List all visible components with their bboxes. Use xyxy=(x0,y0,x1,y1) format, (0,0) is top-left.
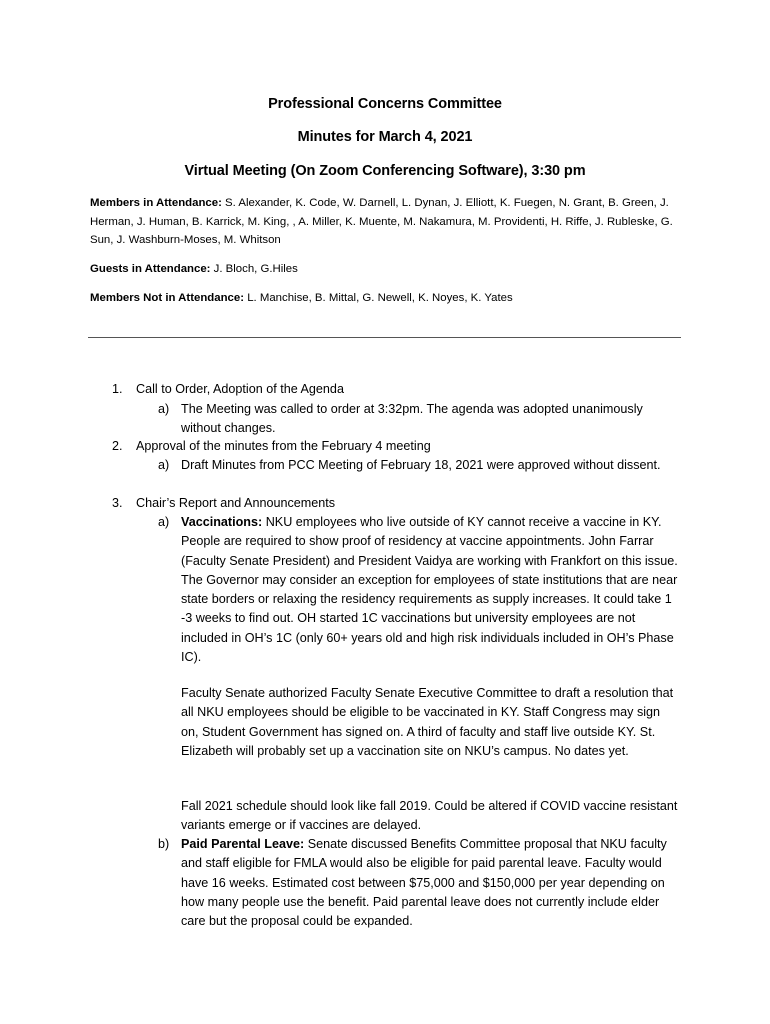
guests-label: Guests in Attendance: xyxy=(90,263,211,275)
horizontal-divider xyxy=(88,337,681,338)
vaccinations-heading: Vaccinations: xyxy=(181,515,263,529)
committee-title: Professional Concerns Committee xyxy=(268,96,502,112)
members-list: S. Alexander, K. Code, W. Darnell, L. Dynan, J. Elliott, K. Fuegen, N. Grant, B. Green, J. Herman, J. Human, B. Karrick, M. King, , A. Miller, K. Muente, M. Nakamura, M. Providenti, H. Riffe, J. Rubleske, G. Sun, J. Washburn-Moses, M. Whitson xyxy=(90,197,673,246)
members-label: Members in Attendance: xyxy=(90,197,222,209)
subitem-letter: a) xyxy=(158,402,170,416)
members-in-attendance xyxy=(90,194,680,250)
parental-leave-heading: Paid Parental Leave: xyxy=(181,837,305,851)
agenda-item-title: Approval of the minutes from the February 4 meeting xyxy=(136,439,431,453)
subitem-text: The Meeting was called to order at 3:32pm. The agenda was adopted unanimously without changes. xyxy=(181,402,643,436)
absent-label: Members Not in Attendance: xyxy=(90,292,245,304)
absent-list: L. Manchise, B. Mittal, G. Newell, K. Noyes, K. Yates xyxy=(247,292,513,304)
subitem-text-vaccinations xyxy=(181,513,678,667)
agenda-item-title: Call to Order, Adoption of the Agenda xyxy=(136,382,344,396)
members-not-in-attendance xyxy=(90,289,680,308)
agenda-item-title: Chair’s Report and Announcements xyxy=(136,496,336,510)
subitem-letter: b) xyxy=(158,837,170,851)
subitem-text-parental-leave xyxy=(181,835,678,931)
vaccinations-paragraph-3: Fall 2021 schedule should look like fall 2019. Could be altered if COVID vaccine resistant variants emerge or if vaccines are delayed. xyxy=(181,799,678,833)
guests-in-attendance xyxy=(90,260,680,279)
meeting-info-title: Virtual Meeting (On Zoom Conferencing Software), 3:30 pm xyxy=(184,163,586,179)
vaccinations-body: NKU employees who live outside of KY cannot receive a vaccine in KY. People are required to show proof of residency at vaccine appointments. John Farrar (Faculty Senate President) and President Vaidya are working with Frankfort on this issue. The Governor may consider an exception for employees of state institutions that are near state borders or relaxing the residency requirements as supply increases. It could take 1 -3 weeks to find out. OH started 1C vaccinations but university employees are not included in OH’s 1C (only 60+ years old and high risk individuals included in OH’s Phase IC). xyxy=(181,515,678,665)
subitem-text: Draft Minutes from PCC Meeting of February 18, 2021 were approved without dissent. xyxy=(181,458,661,472)
agenda-item-number: 2. xyxy=(112,439,123,453)
parental-leave-body: Senate discussed Benefits Committee proposal that NKU faculty and staff eligible for FMLA would also be eligible for paid parental leave. Faculty would have 16 weeks. Estimated cost between $75,000 and $150,000 per year depending on how many people use the benefit. Paid parental leave does not currently include elder care but the proposal could be expanded. xyxy=(181,837,667,929)
agenda-item-number: 3. xyxy=(112,496,123,510)
subitem-letter: a) xyxy=(158,458,170,472)
minutes-date-title: Minutes for March 4, 2021 xyxy=(297,129,473,145)
subitem-letter: a) xyxy=(158,515,170,529)
vaccinations-paragraph-2: Faculty Senate authorized Faculty Senate Executive Committee to draft a resolution that all NKU employees should be eligible to be vaccinated in KY. Staff Congress may sign on, Student Government has signed on. A third of faculty and staff live outside KY. St. Elizabeth will probably set up a vaccination site on NKU’s campus. No dates yet. xyxy=(181,686,674,758)
guests-list: J. Bloch, G.Hiles xyxy=(213,263,298,275)
agenda-item-number: 1. xyxy=(112,382,123,396)
